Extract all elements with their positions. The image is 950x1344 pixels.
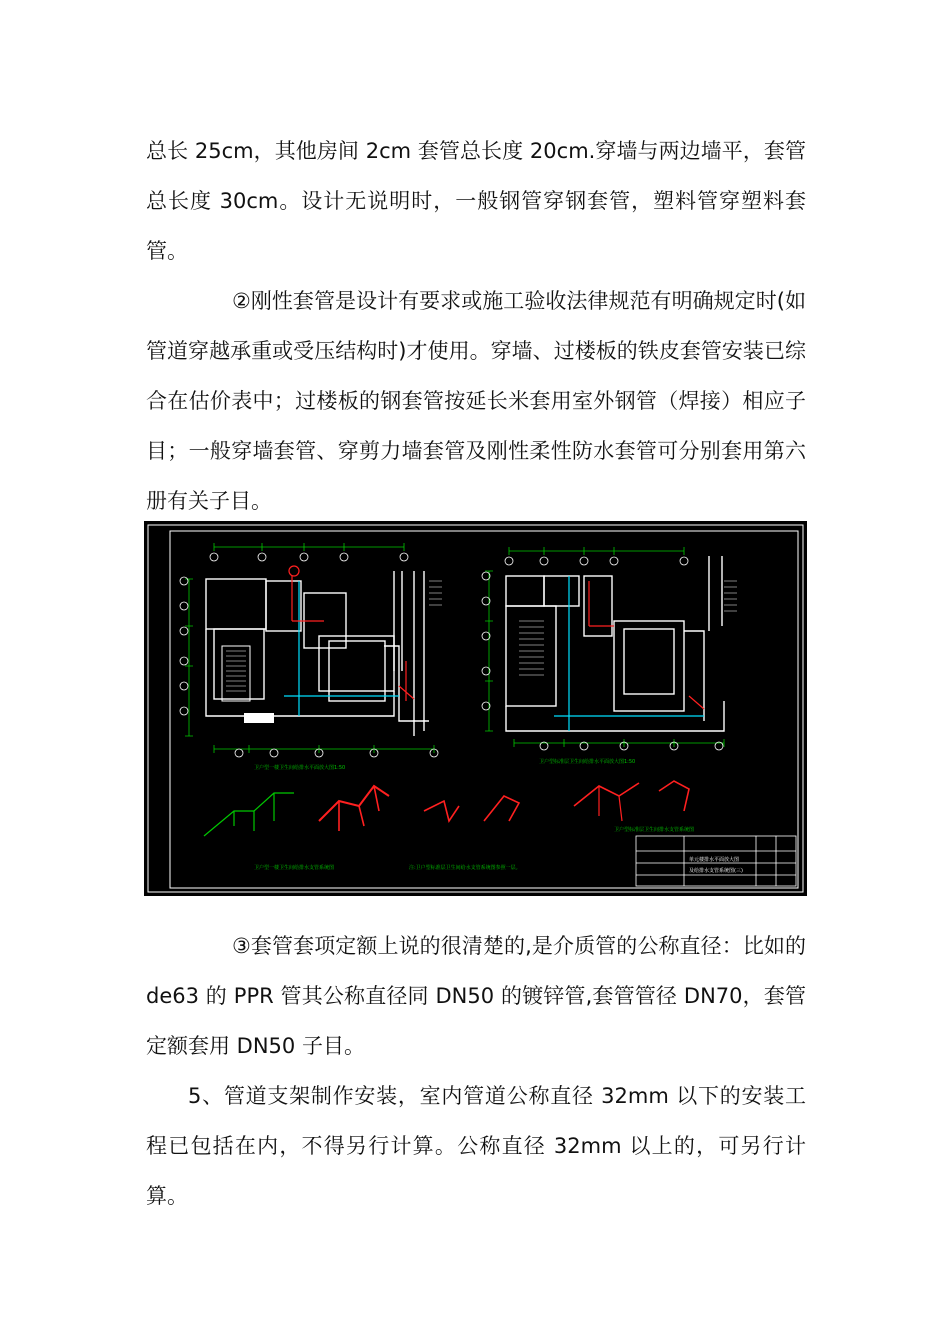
paragraph-3: ③套管套项定额上说的很清楚的,是介质管的公称直径：比如的 de63 的 PPR 管其公称直径同 DN50 的镀锌管,套管管径 DN70，套管定额套用 DN50 子目。: [146, 934, 806, 1058]
title-block-line1: 单元楼排水平面放大图: [689, 857, 740, 863]
caption-mid-system: 注:卫户型标准层卫生间给水支管系统图参照一层。: [409, 865, 521, 871]
paragraph-1: 总长 25cm，其他房间 2cm 套管总长度 20cm.穿墙与两边墙平，套管总长度 30cm。设计无说明时，一般钢管穿钢套管，塑料管穿塑料套管。: [146, 139, 806, 263]
title-block-line2: 及给排水支管系统图(三): [689, 868, 743, 874]
cad-drawing-figure: [144, 521, 807, 896]
paragraph-2: ②刚性套管是设计有要求或施工验收法律规范有明确规定时(如管道穿越承重或受压结构时)才使用。穿墙、过楼板的铁皮套管安装已综合在估价表中；过楼板的钢套管按延长米套用室外钢管（焊接）相应子目；一般穿墙套管、穿剪力墙套管及刚性柔性防水套管可分别套用第六册有关子目。: [146, 289, 806, 513]
caption-left-system: 卫户型一楼卫生间给排水支管系统图: [254, 865, 335, 871]
right-floor-plan: [506, 556, 724, 731]
right-dimension-lines: [485, 547, 724, 747]
caption-right-plan: 卫户型标准层卫生间给排水平面放大图1:50: [539, 759, 636, 765]
caption-right-system: 卫户型标准层卫生间排水支管系统图: [614, 827, 695, 833]
paragraph-4: 5、管道支架制作安装，室内管道公称直径 32mm 以下的安装工程已包括在内，不得另行计算。公称直径 32mm 以上的，可另行计算。: [146, 1084, 806, 1208]
caption-left-plan: 卫户型一楼卫生间给排水平面放大图1:50: [254, 765, 346, 771]
left-floor-plan: [206, 571, 429, 736]
right-pipes: [554, 576, 704, 731]
right-axis-bubbles: [482, 557, 723, 750]
drawing-frame: [148, 525, 803, 892]
